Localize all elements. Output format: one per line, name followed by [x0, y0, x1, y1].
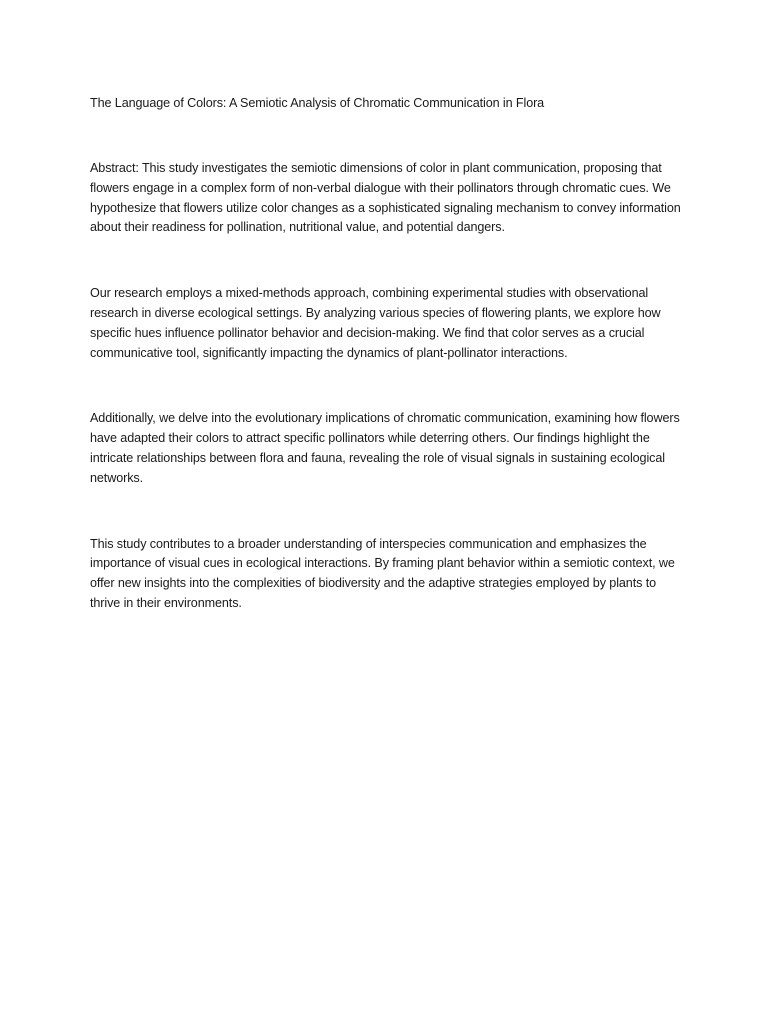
abstract-paragraph: Abstract: This study investigates the semiotic dimensions of color in plant communication, proposing that flowers engage in a complex form of non-verbal dialogue with their pollinators through chromatic cues. We hypothesize that flowers utilize color changes as a sophisticated signaling mechanism to convey information about their readiness for pollination, nutritional value, and potential dangers.: [90, 161, 681, 235]
document-body: [90, 93, 682, 614]
spacer: [90, 113, 682, 159]
methods-paragraph: Our research employs a mixed-methods approach, combining experimental studies with observational research in diverse ecological settings. By analyzing various species of flowering plants, we explore how specific hues influence pollinator behavior and decision-making. We find that color serves as a crucial communicative tool, significantly impacting the dynamics of plant-pollinator interactions.: [90, 286, 661, 360]
spacer: [90, 363, 682, 409]
spacer: [90, 489, 682, 535]
conclusion-paragraph: This study contributes to a broader understanding of interspecies communication and emphasizes the importance of visual cues in ecological interactions. By framing plant behavior within a semiotic context, we offer new insights into the complexities of biodiversity and the adaptive strategies employed by plants to thrive in their environments.: [90, 536, 675, 610]
spacer: [90, 238, 682, 284]
evolution-paragraph: Additionally, we delve into the evolutionary implications of chromatic communication, examining how flowers have adapted their colors to attract specific pollinators while deterring others. Our findings highlight the intricate relationships between flora and fauna, revealing the role of visual signals in sustaining ecological networks.: [90, 411, 680, 485]
document-title: The Language of Colors: A Semiotic Analysis of Chromatic Communication in Flora: [90, 96, 545, 110]
